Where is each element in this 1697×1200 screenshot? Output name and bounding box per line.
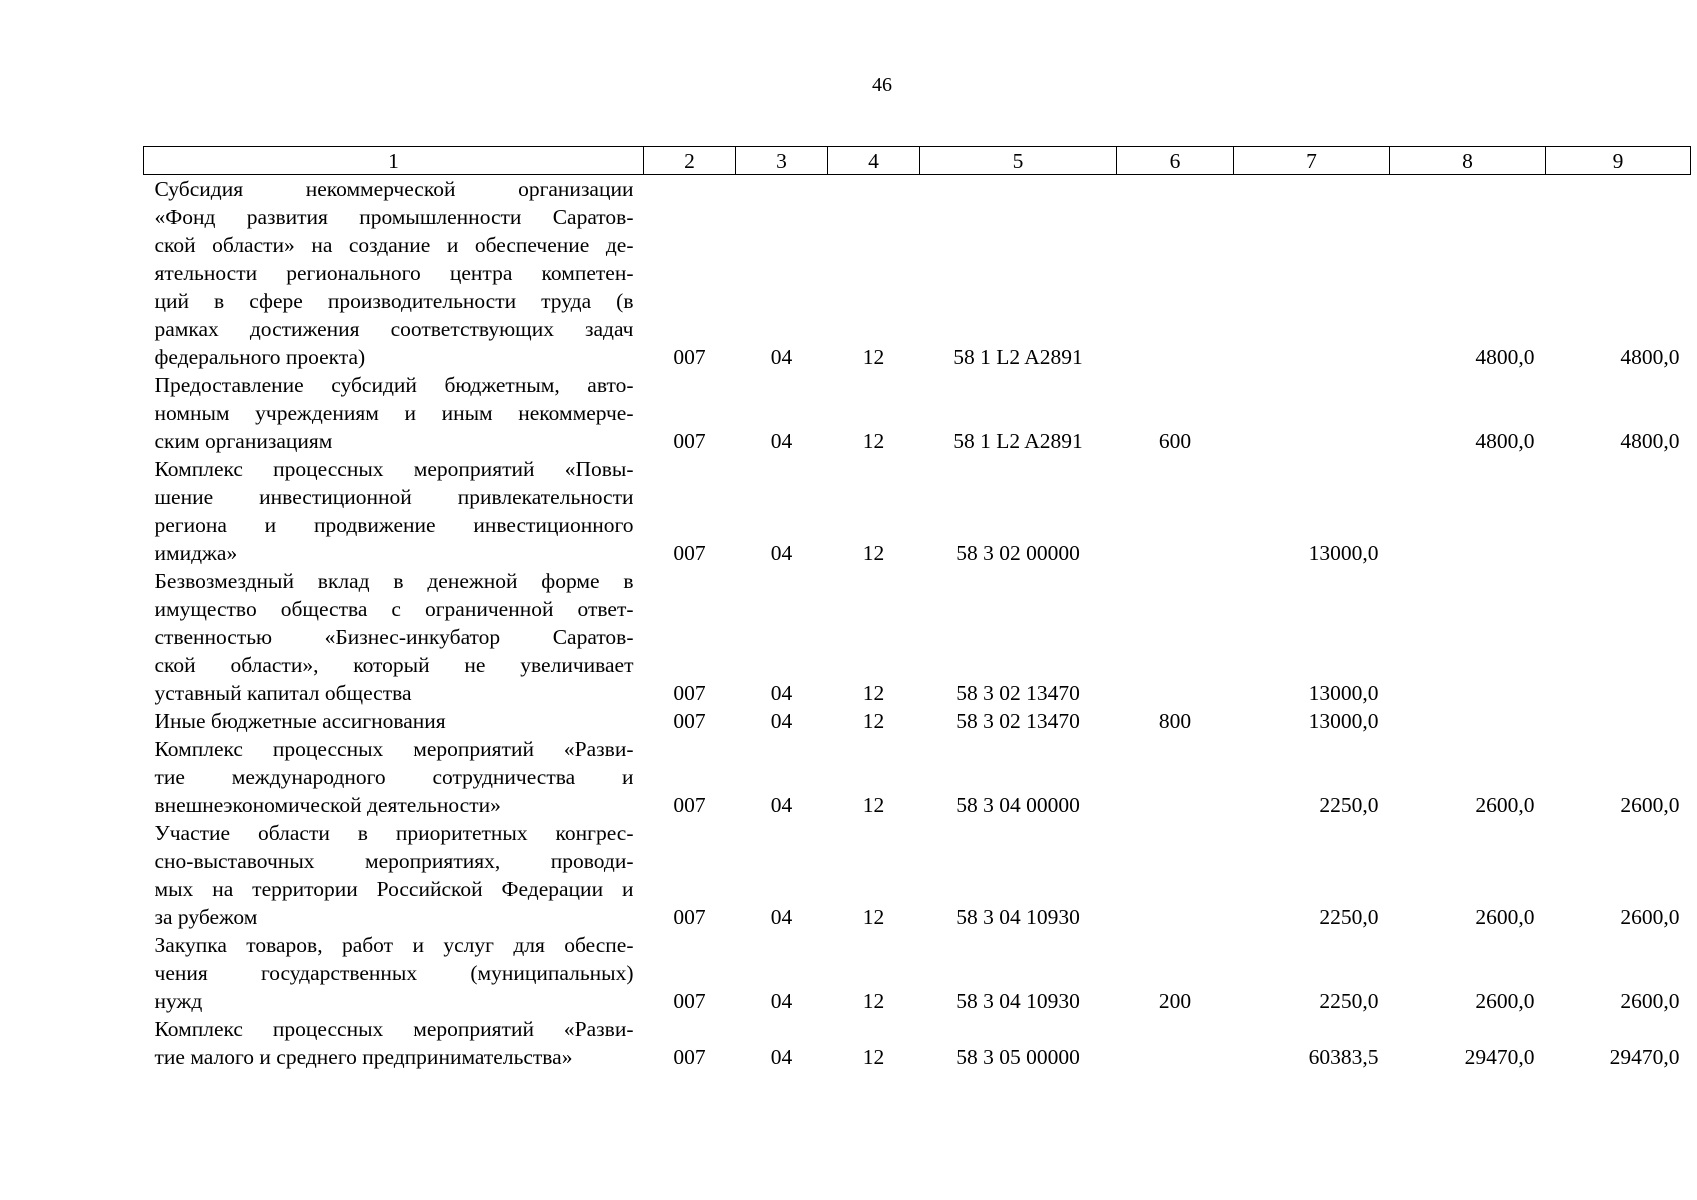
amount-col8-cell: 4800,0 — [1475, 345, 1535, 369]
amount-col9-cell — [1546, 707, 1691, 735]
row-name-line: ским организациям — [154, 429, 333, 453]
row-name-cell — [144, 567, 644, 707]
ministry-code-cell: 007 — [673, 681, 706, 705]
subsection-code-cell: 12 — [862, 681, 885, 705]
row-name-line: номным учреждениям и иным некоммерче- — [154, 401, 634, 425]
ministry-code-cell: 007 — [673, 709, 706, 733]
budget-table — [143, 146, 1691, 1071]
column-header-4: 4 — [828, 147, 920, 175]
column-header-7: 7 — [1234, 147, 1390, 175]
table-header-row — [144, 147, 1691, 175]
amount-col8-cell: 2600,0 — [1475, 989, 1535, 1013]
row-name-line: уставный капитал общества — [154, 681, 412, 705]
ministry-code-cell: 007 — [673, 1045, 706, 1069]
row-name-line: имиджа» — [154, 541, 238, 565]
row-name-line: Комплекс процессных мероприятий «Повы- — [154, 457, 634, 481]
expense-type-cell — [1117, 735, 1234, 819]
row-name-cell — [144, 175, 644, 372]
amount-col7-cell: 2250,0 — [1319, 793, 1379, 817]
row-name-cell — [144, 455, 644, 567]
expense-type-cell: 200 — [1158, 989, 1192, 1013]
row-name-line: чения государственных (муниципальных) — [154, 961, 634, 985]
target-article-cell: 58 3 05 00000 — [956, 1045, 1080, 1069]
amount-col7-cell — [1234, 175, 1390, 372]
row-name-line: нужд — [154, 989, 203, 1013]
section-code-cell: 04 — [770, 905, 793, 929]
row-name-line: Закупка товаров, работ и услуг для обеспе- — [154, 933, 634, 957]
section-code-cell: 04 — [770, 709, 793, 733]
ministry-code-cell: 007 — [673, 429, 706, 453]
target-article-cell: 58 1 L2 A2891 — [953, 345, 1083, 369]
row-name-line: шение инвестиционной привлекательности — [154, 485, 634, 509]
row-name-line: Иные бюджетные ассигнования — [154, 709, 446, 733]
amount-col9-cell — [1546, 455, 1691, 567]
row-name-cell — [144, 1015, 644, 1071]
expense-type-cell — [1117, 455, 1234, 567]
amount-col9-cell: 2600,0 — [1620, 905, 1680, 929]
expense-type-cell — [1117, 819, 1234, 931]
row-name-line: Субсидия некоммерческой организации — [154, 177, 634, 201]
row-name-line: ской области» на создание и обеспечение де- — [154, 233, 634, 257]
row-name-line: ций в сфере производительности труда (в — [154, 289, 634, 313]
row-name-line: внешнеэкономической деятельности» — [154, 793, 501, 817]
column-header-3: 3 — [736, 147, 828, 175]
amount-col7-cell: 2250,0 — [1319, 905, 1379, 929]
section-code-cell: 04 — [770, 541, 793, 565]
row-name-cell — [144, 371, 644, 455]
ministry-code-cell: 007 — [673, 345, 706, 369]
table-row — [144, 455, 1691, 567]
expense-type-cell: 800 — [1158, 709, 1192, 733]
table-row — [144, 1015, 1691, 1071]
amount-col9-cell: 4800,0 — [1620, 429, 1680, 453]
amount-col7-cell — [1234, 371, 1390, 455]
table-body — [144, 175, 1691, 1072]
target-article-cell: 58 3 04 10930 — [956, 989, 1080, 1013]
amount-col9-cell: 2600,0 — [1620, 793, 1680, 817]
expense-type-cell: 600 — [1158, 429, 1192, 453]
row-name-line: «Фонд развития промышленности Саратов- — [154, 205, 634, 229]
row-name-line: сно-выставочных мероприятиях, проводи- — [154, 849, 634, 873]
amount-col7-cell: 13000,0 — [1308, 709, 1379, 733]
amount-col7-cell: 60383,5 — [1308, 1045, 1379, 1069]
expense-type-cell — [1117, 567, 1234, 707]
column-header-6: 6 — [1117, 147, 1234, 175]
amount-col9-cell — [1546, 567, 1691, 707]
section-code-cell: 04 — [770, 429, 793, 453]
row-name-line: Комплекс процессных мероприятий «Разви- — [154, 1017, 634, 1041]
amount-col9-cell: 29470,0 — [1609, 1045, 1680, 1069]
subsection-code-cell: 12 — [862, 1045, 885, 1069]
row-name-cell — [144, 931, 644, 1015]
row-name-line: ской области», который не увеличивает — [154, 653, 634, 677]
subsection-code-cell: 12 — [862, 541, 885, 565]
amount-col8-cell — [1390, 455, 1546, 567]
table-row — [144, 371, 1691, 455]
ministry-code-cell: 007 — [673, 541, 706, 565]
row-name-line: Безвозмездный вклад в денежной форме в — [154, 569, 634, 593]
table-row — [144, 707, 1691, 735]
row-name-line: Комплекс процессных мероприятий «Разви- — [154, 737, 634, 761]
expense-type-cell — [1117, 1015, 1234, 1071]
section-code-cell: 04 — [770, 681, 793, 705]
subsection-code-cell: 12 — [862, 905, 885, 929]
row-name-cell — [144, 819, 644, 931]
target-article-cell: 58 3 02 13470 — [956, 681, 1080, 705]
row-name-line: тие малого и среднего предпринимательства» — [154, 1045, 573, 1069]
amount-col8-cell: 4800,0 — [1475, 429, 1535, 453]
row-name-line: мых на территории Российской Федерации и — [154, 877, 634, 901]
amount-col8-cell: 29470,0 — [1464, 1045, 1535, 1069]
row-name-line: федерального проекта) — [154, 345, 366, 369]
amount-col7-cell: 2250,0 — [1319, 989, 1379, 1013]
ministry-code-cell: 007 — [673, 989, 706, 1013]
subsection-code-cell: 12 — [862, 429, 885, 453]
subsection-code-cell: 12 — [862, 989, 885, 1013]
amount-col9-cell: 4800,0 — [1620, 345, 1680, 369]
row-name-cell — [144, 735, 644, 819]
row-name-line: за рубежом — [154, 905, 258, 929]
table-row — [144, 819, 1691, 931]
row-name-line: ственностью «Бизнес-инкубатор Саратов- — [154, 625, 634, 649]
ministry-code-cell: 007 — [673, 905, 706, 929]
target-article-cell: 58 1 L2 A2891 — [953, 429, 1083, 453]
subsection-code-cell: 12 — [862, 709, 885, 733]
row-name-line: рамках достижения соответствующих задач — [154, 317, 634, 341]
amount-col7-cell: 13000,0 — [1308, 681, 1379, 705]
row-name-line: Предоставление субсидий бюджетным, авто- — [154, 373, 634, 397]
target-article-cell: 58 3 02 00000 — [956, 541, 1080, 565]
row-name-line: региона и продвижение инвестиционного — [154, 513, 634, 537]
table-row — [144, 175, 1691, 372]
column-header-5: 5 — [920, 147, 1117, 175]
row-name-line: Участие области в приоритетных конгрес- — [154, 821, 634, 845]
table-row — [144, 931, 1691, 1015]
column-header-9: 9 — [1546, 147, 1691, 175]
section-code-cell: 04 — [770, 1045, 793, 1069]
amount-col7-cell: 13000,0 — [1308, 541, 1379, 565]
amount-col9-cell: 2600,0 — [1620, 989, 1680, 1013]
subsection-code-cell: 12 — [862, 345, 885, 369]
target-article-cell: 58 3 02 13470 — [956, 709, 1080, 733]
subsection-code-cell: 12 — [862, 793, 885, 817]
target-article-cell: 58 3 04 00000 — [956, 793, 1080, 817]
table-row — [144, 567, 1691, 707]
row-name-line: имущество общества с ограниченной ответ- — [154, 597, 634, 621]
section-code-cell: 04 — [770, 345, 793, 369]
column-header-8: 8 — [1390, 147, 1546, 175]
section-code-cell: 04 — [770, 989, 793, 1013]
row-name-cell — [144, 707, 644, 735]
ministry-code-cell: 007 — [673, 793, 706, 817]
target-article-cell: 58 3 04 10930 — [956, 905, 1080, 929]
row-name-line: ятельности регионального центра компетен- — [154, 261, 634, 285]
expense-type-cell — [1117, 175, 1234, 372]
row-name-line: тие международного сотрудничества и — [154, 765, 634, 789]
page-number: 46 — [872, 74, 892, 96]
amount-col8-cell: 2600,0 — [1475, 793, 1535, 817]
section-code-cell: 04 — [770, 793, 793, 817]
amount-col8-cell — [1390, 707, 1546, 735]
column-header-2: 2 — [644, 147, 736, 175]
column-header-1: 1 — [144, 147, 644, 175]
amount-col8-cell: 2600,0 — [1475, 905, 1535, 929]
table-row — [144, 735, 1691, 819]
amount-col8-cell — [1390, 567, 1546, 707]
